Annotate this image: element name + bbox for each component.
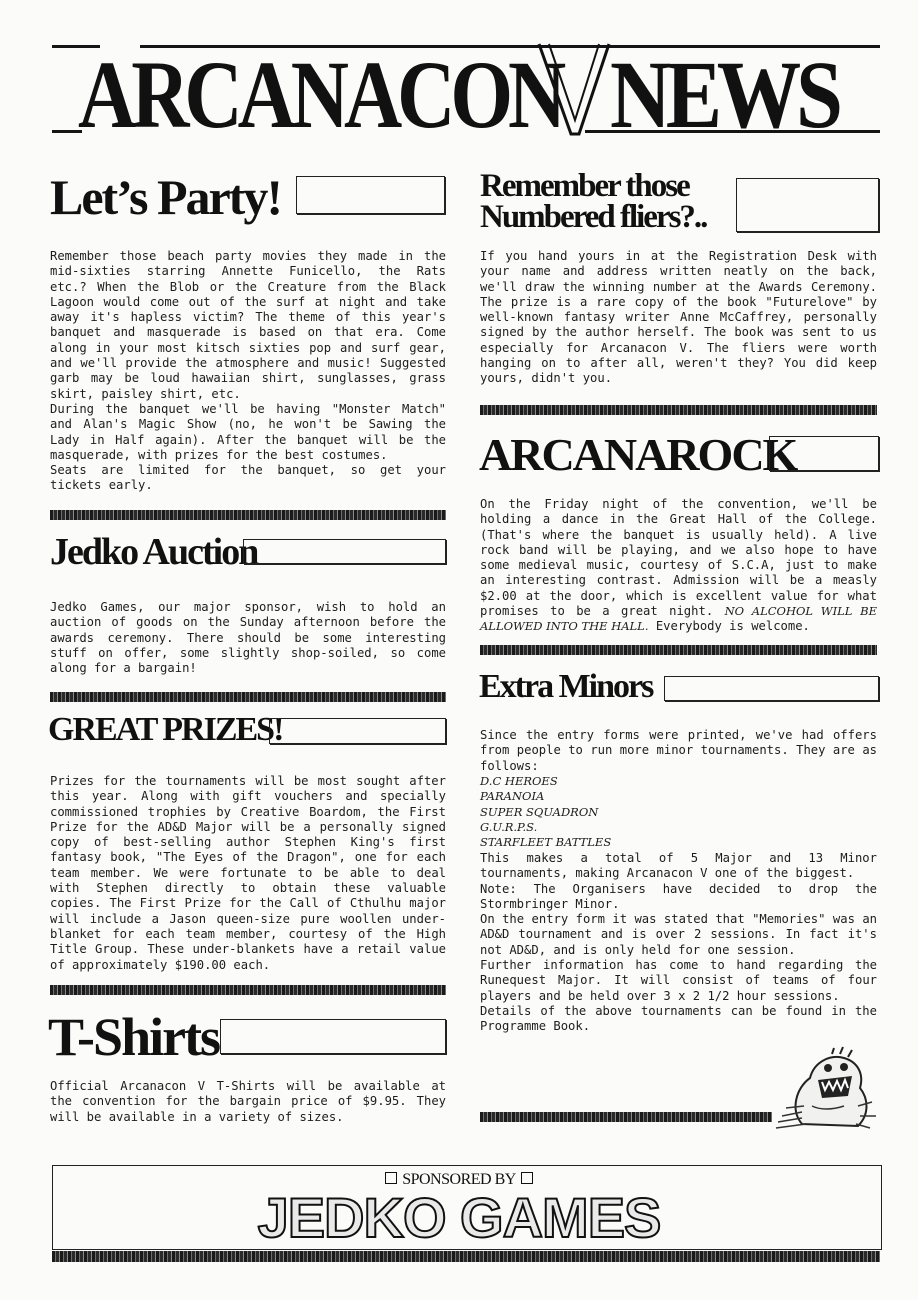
rock-heading: ARCANAROCK: [479, 429, 797, 480]
auction-heading: Jedko Auction: [50, 531, 258, 573]
square-icon: [385, 1172, 397, 1184]
section-divider: [480, 405, 877, 415]
tshirts-body: Official Arcanacon V T-Shirts will be available at the convention for the bargain price of $9.95. They will be available in a variety of sizes.: [50, 1079, 446, 1124]
heading-box: [664, 676, 879, 701]
section-divider: [50, 692, 446, 702]
minors-heading: Extra Minors: [479, 668, 653, 705]
heading-box: [220, 1019, 446, 1054]
minors-list: [480, 774, 611, 850]
masthead-numeral-v: [535, 38, 613, 138]
rock-body-text: On the Friday night of the convention, we'll be holding a dance in the Great Hall of the College. (That's where the banquet is usually held). A live rock band will be playing, and we also hope to have some medieval music, courtesy of S.C.A, just to make an interesting contrast. Admission will be a measly $2.00 at the door, which is excellent value for what promises to be a great night.: [480, 497, 877, 619]
heading-box: [736, 178, 879, 232]
heading-box: [243, 539, 446, 564]
prizes-body: Prizes for the tournaments will be most sought after this year. Along with gift vouchers and specially commissioned trophies by Creative Boardom, the First Prize for the AD&D Major will be a personally signed copy of best-selling author Stephen King's first fantasy book, "The Eyes of the Dragon", one for each team member. We were fortunate to be able to deal with Stephen directly to obtain these valuable copies. The First Prize for the Call of Cthulhu major will include a Jason queen-size pure woollen under-blanket for each team member, courtesy of the High Title Group. These under-blankets have a retail value of approximately $190.00 each.: [50, 774, 446, 972]
party-body: Remember those beach party movies they made in the mid-sixties starring Annette Funicello, the Rats etc.? When the Blob or the Creature from the Black Lagoon would come out of the surf at night and take away it's hapless victim? The theme of this year's banquet and masquerade is based on that era. Come along in your most kitsch sixties pop and surf gear, and we'll provide the atmosphere and music! Suggested garb may be loud hawaiian shirt, sunglasses, grass skirt, paisley shirt, etc. During the banquet we'll be having "Monster Match" and Alan's Magic Show (no, he won't be Sawing the Lady in Half again). After the banquet will be the masquerade, with prizes for the best costumes. Seats are limited for the banquet, so get your tickets early.: [50, 249, 446, 493]
section-divider: [480, 645, 877, 655]
list-item: PARANOIA: [480, 789, 545, 804]
rock-body: [480, 497, 877, 635]
section-divider: [50, 510, 446, 520]
minors-body: This makes a total of 5 Major and 13 Minor tournaments, making Arcanacon V one of the biggest. Note: The Organisers have decided to drop the Stormbringer Minor. On the entry form it was stated that "Memories" was an AD&D tournament and is over 2 sessions. In fact it's not AD&D, and is only held for one session. Further information has come to hand regarding the Runequest Major. It will consist of teams of four players and be held over 3 x 2 1/2 hour sessions. Details of the above tournaments can be found in the Programme Book.: [480, 851, 877, 1034]
prizes-heading: GREAT PRIZES!: [48, 711, 283, 748]
footer-divider: [52, 1251, 880, 1262]
square-icon: [521, 1172, 533, 1184]
monster-illustration-icon: [772, 1046, 880, 1130]
masthead-title-right: NEWS: [610, 41, 838, 148]
sponsor-logo: JEDKO GAMES: [257, 1186, 661, 1249]
tshirts-heading: T-Shirts: [48, 1007, 220, 1067]
list-item: STARFLEET BATTLES: [480, 835, 612, 850]
list-item: SUPER SQUADRON: [480, 804, 599, 819]
rock-alcohol-notice: NO ALCOHOL WILL BE ALLOWED INTO THE HALL.: [480, 604, 877, 634]
party-heading: Let’s Party!: [50, 169, 281, 225]
rock-closing: Everybody is welcome.: [655, 619, 810, 634]
list-item: D.C HEROES: [480, 774, 558, 788]
list-item: G.U.R.P.S.: [480, 819, 538, 834]
sponsored-label: SPONSORED BY: [402, 1171, 516, 1188]
fliers-heading: Remember those Numbered fliers?..: [480, 168, 707, 236]
fliers-body: If you hand yours in at the Registration Desk with your name and address written neatly on the back, we'll draw the winning number at the Awards Ceremony. The prize is a rare copy of the book "Futurelove" by well-known fantasy writer Anne McCaffrey, personally signed by the author herself. The book was sent to us especially for Arcanacon V. The fliers were worth hanging on to after all, weren't they? You did keep yours, didn't you.: [480, 249, 877, 386]
masthead-title-left: ARCANACON: [78, 41, 562, 148]
auction-body: Jedko Games, our major sponsor, wish to hold an auction of goods on the Sunday afternoon before the awards ceremony. There should be some interesting stuff on offer, some slightly shop-soiled, so come along for a bargain!: [50, 600, 446, 676]
heading-box: [269, 718, 446, 744]
heading-box: [769, 436, 879, 471]
section-divider: [50, 985, 446, 995]
heading-box: [296, 176, 445, 214]
minors-intro: Since the entry forms were printed, we've had offers from people to run more minor tournaments. They are as follows:: [480, 728, 877, 773]
section-divider: [480, 1112, 772, 1122]
